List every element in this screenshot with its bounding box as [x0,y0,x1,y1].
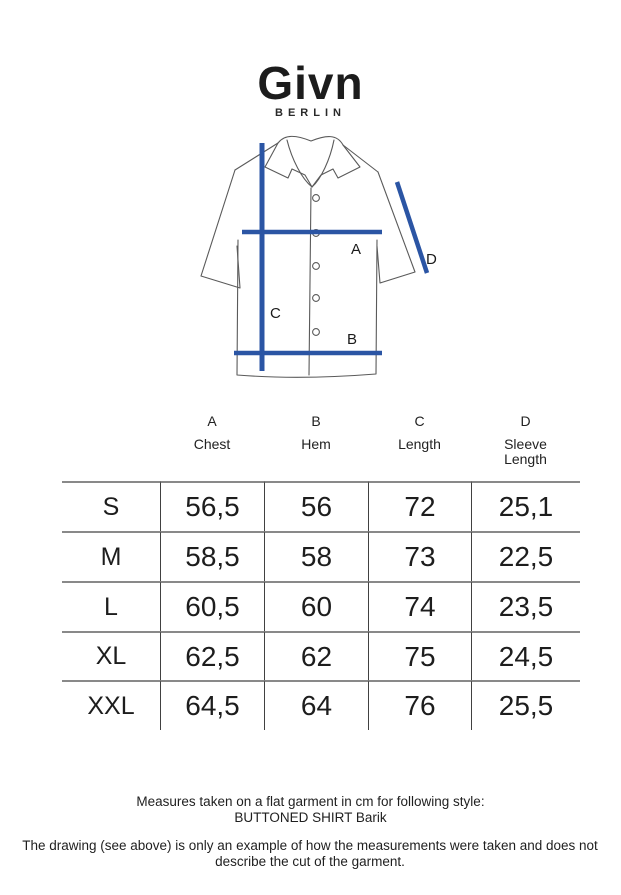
header-name-hem: Hem [301,436,331,452]
measures-info-line: Measures taken on a flat garment in cm for following style: [136,794,485,809]
header-chest [160,414,264,467]
header-name-length: Length [398,436,441,452]
table-cell: 62 [264,631,368,680]
size-label: XL [62,631,160,680]
size-label: S [62,481,160,531]
header-letter-a: A [207,413,217,429]
table-cell: 56,5 [160,481,264,531]
header-letter-d: D [520,413,531,429]
table-cell: 60,5 [160,581,264,631]
marker-d-label: D [426,251,437,268]
table-cell: 72 [368,481,471,531]
size-label: L [62,581,160,631]
table-cell: 73 [368,531,471,581]
header-name-sleeve-length: Sleeve Length [504,436,547,467]
table-cell: 56 [264,481,368,531]
marker-c-label: C [270,305,281,322]
table-cell: 62,5 [160,631,264,680]
marker-a-label: A [351,241,362,258]
table-cell: 76 [368,680,471,730]
size-table [62,481,580,730]
shirt-measurement-diagram [180,130,460,400]
table-cell: 64,5 [160,680,264,730]
measures-info [0,794,621,825]
table-cell: 25,5 [471,680,580,730]
header-length [368,414,471,467]
header-sleeve-length [471,414,580,467]
marker-b-label: B [347,331,358,348]
header-spacer [62,414,160,467]
header-letter-b: B [311,413,321,429]
shirt-outline-drawing [201,136,415,377]
drawing-disclaimer: The drawing (see above) is only an example of how the measurements were taken and does not describe the cut of the garment. [22,838,598,869]
table-cell: 64 [264,680,368,730]
brand-city-label: BERLIN [275,107,346,119]
table-cell: 23,5 [471,581,580,631]
table-cell: 58 [264,531,368,581]
table-cell: 58,5 [160,531,264,581]
brand-logo: Givn [257,57,364,109]
table-cell: 74 [368,581,471,631]
sleeve-measure-line [397,182,427,273]
header-name-chest: Chest [193,436,231,452]
header-letter-c: C [414,413,425,429]
size-table-header [62,414,580,467]
table-cell: 75 [368,631,471,680]
table-cell: 24,5 [471,631,580,680]
size-label: M [62,531,160,581]
header-hem [264,414,368,467]
size-label: XXL [62,680,160,730]
table-cell: 22,5 [471,531,580,581]
table-cell: 25,1 [471,481,580,531]
style-name: BUTTONED SHIRT Barik [234,809,387,825]
table-cell: 60 [264,581,368,631]
